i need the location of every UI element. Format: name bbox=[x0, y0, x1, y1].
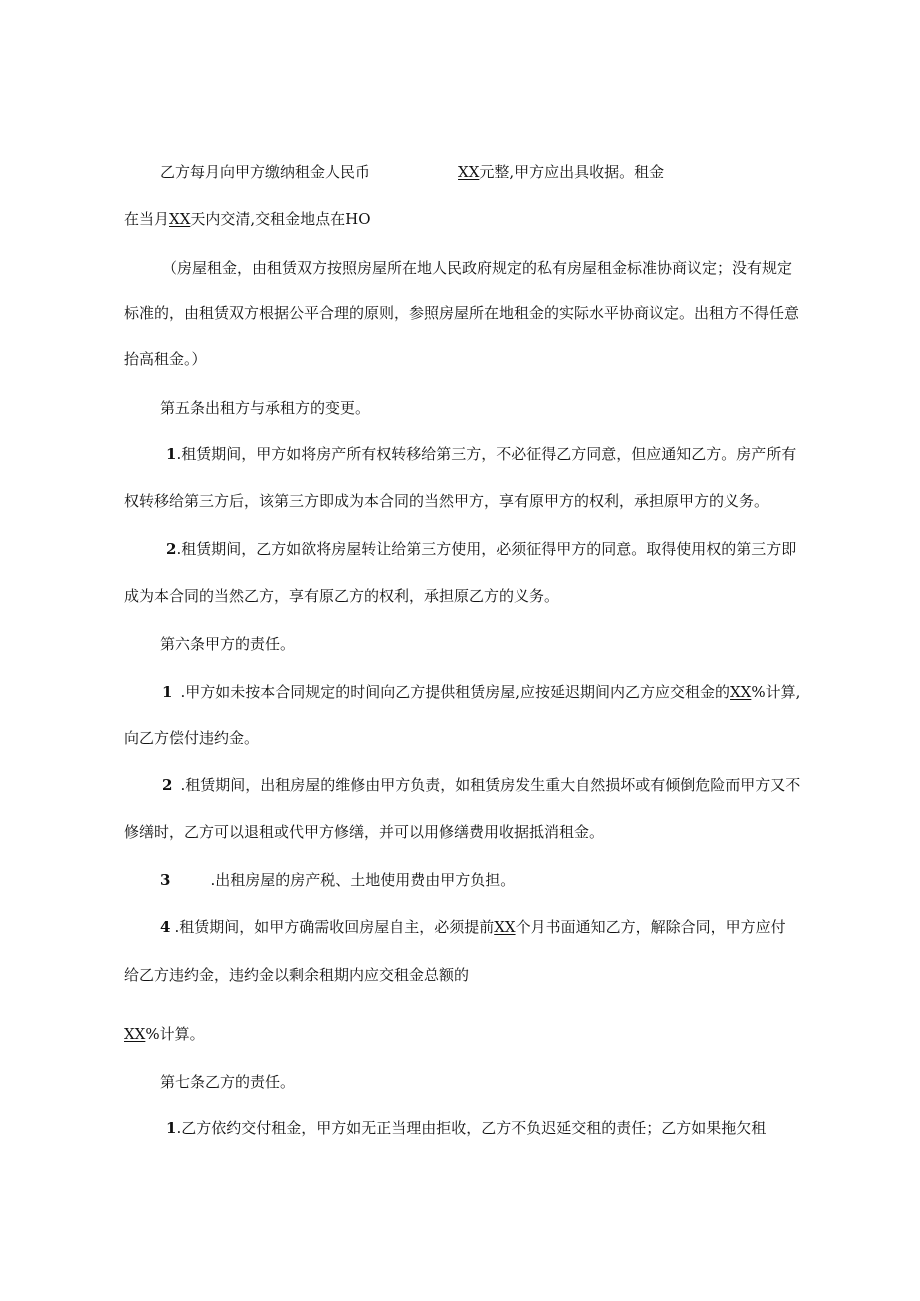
article-6-item-1-line-1 bbox=[162, 682, 800, 702]
article-5-item-2-line-1 bbox=[166, 539, 796, 559]
item-text: .租赁期间，如甲方确需收回房屋自主，必须提前 bbox=[174, 918, 495, 936]
article-6-item-1-line-2: 向乙方偿付违约金。 bbox=[124, 729, 260, 747]
item-number: 1 bbox=[162, 683, 173, 701]
article-5-title: 第五条出租方与承租方的变更。 bbox=[160, 399, 371, 417]
months-value: XX bbox=[494, 918, 516, 936]
note-line-3: 抬高租金。） bbox=[124, 350, 207, 368]
note-line-1: （房屋租金，由租赁双方按照房屋所在地人民政府规定的私有房屋租金标准协商议定；没有规定 bbox=[162, 259, 793, 277]
article-6-item-4-line-1 bbox=[160, 917, 786, 937]
pay-text-a: 在当月 bbox=[124, 210, 170, 228]
rent-amount: XX bbox=[458, 163, 480, 181]
item-text: .乙方依约交付租金，甲方如无正当理由拒收，乙方不负迟延交租的责任；乙方如果拖欠租 bbox=[176, 1119, 767, 1137]
article-6-item-2-line-2: 修缮时，乙方可以退租或代甲方修缮，并可以用修缮费用收据抵消租金。 bbox=[124, 823, 605, 841]
item-text: .甲方如未按本合同规定的时间向乙方提供租赁房屋,应按延迟期间内乙方应交租金的 bbox=[180, 683, 730, 701]
item-text-tail: 个月书面通知乙方，解除合同，甲方应付 bbox=[515, 918, 786, 936]
percent-value: XX bbox=[729, 683, 752, 701]
rent-paragraph-line-1 bbox=[160, 162, 664, 182]
pay-text-b: 天内交清,交租金地点在HO bbox=[190, 210, 371, 228]
article-6-item-4-line-2: 给乙方违约金，违约金以剩余租期内应交租金总额的 bbox=[124, 966, 470, 984]
rent-text-b: 元整,甲方应出具收据。租金 bbox=[479, 163, 665, 181]
item-number: 1 bbox=[166, 445, 177, 463]
item-text: .租赁期间，乙方如欲将房屋转让给第三方使用，必须征得甲方的同意。取得使用权的第三方即 bbox=[176, 540, 797, 558]
article-5-item-1-line-2: 权转移给第三方后，该第三方即成为本合同的当然甲方，享有原甲方的权利，承担原甲方的义务。 bbox=[124, 492, 770, 510]
article-7-title: 第七条乙方的责任。 bbox=[160, 1073, 296, 1091]
rent-text-a: 乙方每月向甲方缴纳租金人民币 bbox=[160, 163, 371, 181]
article-5-item-1-line-1 bbox=[166, 444, 796, 464]
article-6-item-3 bbox=[160, 870, 515, 890]
article-5-item-2-line-2: 成为本合同的当然乙方，享有原乙方的权利，承担原乙方的义务。 bbox=[124, 587, 560, 605]
item-text-tail: %计算。 bbox=[145, 1025, 205, 1043]
percent-value: XX bbox=[124, 1025, 146, 1043]
item-text: .租赁期间，甲方如将房产所有权转移给第三方，不必征得乙方同意，但应通知乙方。房产所有 bbox=[176, 445, 797, 463]
item-text: .租赁期间，出租房屋的维修由甲方负责，如租赁房发生重大自然损坏或有倾倒危险而甲方又不 bbox=[180, 776, 801, 794]
item-text-tail: %计算, bbox=[751, 683, 801, 701]
rent-paragraph-line-2 bbox=[124, 209, 371, 229]
note-line-2: 标准的，由租赁双方根据公平合理的原则，参照房屋所在地租金的实际水平协商议定。出租方不得任意 bbox=[124, 304, 800, 322]
item-number: 2 bbox=[166, 540, 177, 558]
item-number: 1 bbox=[166, 1119, 177, 1137]
article-6-item-4-line-3 bbox=[124, 1024, 205, 1044]
item-text: .出租房屋的房产税、土地使用费由甲方负担。 bbox=[210, 871, 516, 889]
item-number: 4 bbox=[160, 918, 171, 936]
article-7-item-1-line-1 bbox=[166, 1118, 766, 1138]
item-number: 3 bbox=[160, 871, 171, 889]
pay-days: XX bbox=[169, 210, 191, 228]
article-6-title: 第六条甲方的责任。 bbox=[160, 635, 296, 653]
article-6-item-2-line-1 bbox=[162, 775, 800, 795]
item-number: 2 bbox=[162, 776, 173, 794]
